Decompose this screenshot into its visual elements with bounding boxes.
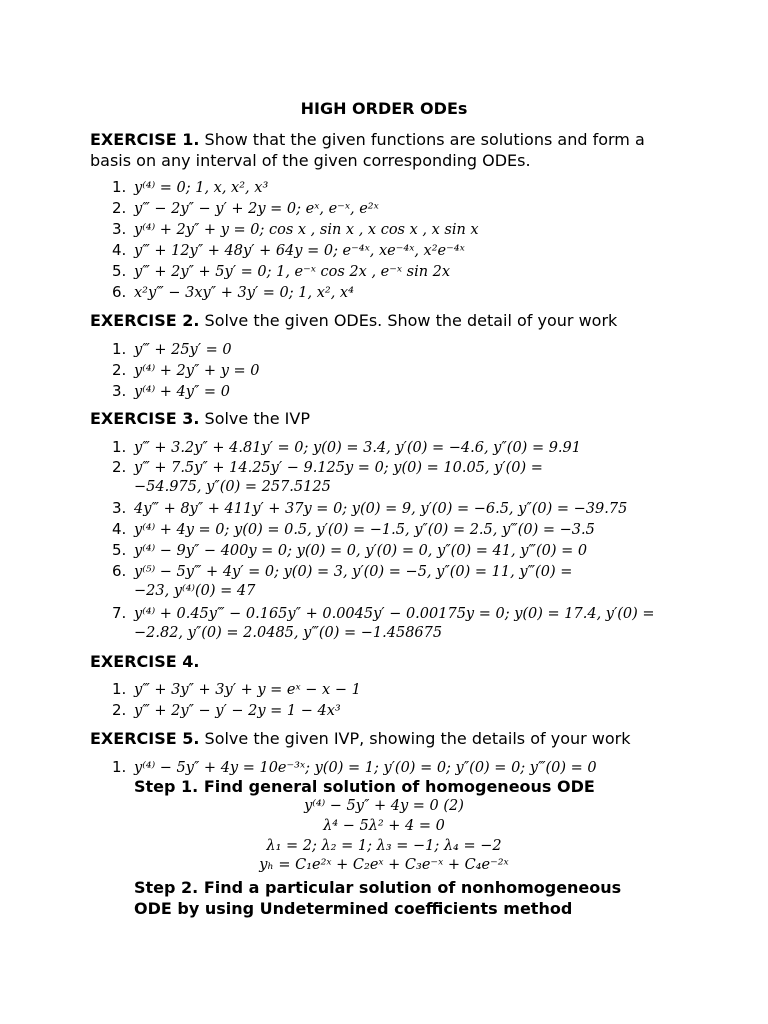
ex3-item-4: 4. y⁽⁴⁾ + 4y = 0; y(0) = 0.5, y′(0) = −1.5, y″(0) = 2.5, y‴(0) = −3.5 [112, 520, 595, 538]
ex4-item-1: 1. y‴ + 3y″ + 3y′ + y = eˣ − x − 1 [112, 680, 361, 698]
ex1-item-2: 2. y‴ − 2y″ − y′ + 2y = 0; eˣ, e⁻ˣ, e²ˣ [112, 199, 379, 217]
ex1-item-1-eq: y⁽⁴⁾ = 0; 1, x, x², x³ [134, 180, 269, 196]
characteristic-eq: λ⁴ − 5λ² + 4 = 0 [323, 818, 445, 834]
ex3-item-7-eq: y⁽⁴⁾ + 0.45y‴ − 0.165y″ + 0.0045y′ − 0.00175y = 0; y(0) = 17.4, y′(0) = [134, 606, 655, 622]
ex1-item-5: 5. y‴ + 2y″ + 5y′ = 0; 1, e⁻ˣ cos 2x , e⁻ˣ sin 2x [112, 262, 451, 280]
homogeneous-ode-eq: y⁽⁴⁾ − 5y″ + 4y = 0 (2) [304, 798, 464, 814]
ex3-item-7-continued: −2.82, y″(0) = 2.0485, y‴(0) = −1.458675 [134, 625, 443, 641]
ex1-item-4-eq: y‴ + 12y″ + 48y′ + 64y = 0; e⁻⁴ˣ, xe⁻⁴ˣ, x²e⁻⁴ˣ [134, 243, 465, 259]
ex2-item-1-eq: y‴ + 25y′ = 0 [134, 342, 232, 358]
ex2-item-2: 2. y⁽⁴⁾ + 2y″ + y = 0 [112, 361, 260, 379]
ex5-item-1-eq: y⁽⁴⁾ − 5y″ + 4y = 10e⁻³ˣ; y(0) = 1; y′(0) = 0; y″(0) = 0; y‴(0) = 0 [134, 760, 597, 776]
exercise-4-heading [90, 651, 680, 672]
ex2-item-1: 1. y‴ + 25y′ = 0 [112, 340, 232, 358]
roots-eq: λ₁ = 2; λ₂ = 1; λ₃ = −1; λ₄ = −2 [266, 838, 502, 854]
ex1-item-5-eq: y‴ + 2y″ + 5y′ = 0; 1, e⁻ˣ cos 2x , e⁻ˣ sin 2x [134, 264, 451, 280]
ex3-item-2: 2. y‴ + 7.5y″ + 14.25y′ − 9.125y = 0; y(0) = 10.05, y′(0) = [112, 458, 543, 476]
ex5-item-1: 1. y⁽⁴⁾ − 5y″ + 4y = 10e⁻³ˣ; y(0) = 1; y′(0) = 0; y″(0) = 0; y‴(0) = 0 [112, 758, 597, 776]
ex3-item-6-eq: y⁽⁵⁾ − 5y‴ + 4y′ = 0; y(0) = 3, y′(0) = −5, y″(0) = 11, y‴(0) = [134, 564, 573, 580]
ex1-item-3-eq: y⁽⁴⁾ + 2y″ + y = 0; cos x , sin x , x cos x , x sin x [134, 222, 479, 238]
step-1-heading: Step 1. Find general solution of homogeneous ODE [134, 777, 595, 796]
exercise-3-label: EXERCISE 3. [90, 409, 200, 428]
ex3-item-1-eq: y‴ + 3.2y″ + 4.81y′ = 0; y(0) = 3.4, y′(0) = −4.6, y″(0) = 9.91 [134, 440, 581, 456]
ex3-item-5: 5. y⁽⁴⁾ − 9y″ − 400y = 0; y(0) = 0, y′(0) = 0, y″(0) = 41, y‴(0) = 0 [112, 541, 588, 559]
ex4-item-2: 2. y‴ + 2y″ − y′ − 2y = 1 − 4x³ [112, 701, 341, 719]
ex3-item-4-eq: y⁽⁴⁾ + 4y = 0; y(0) = 0.5, y′(0) = −1.5, y″(0) = 2.5, y‴(0) = −3.5 [134, 522, 595, 538]
exercise-3-text: Solve the IVP [199, 409, 310, 428]
exercise-5-text: Solve the given IVP, showing the details of your work [199, 729, 631, 748]
ex4-item-1-eq: y‴ + 3y″ + 3y′ + y = eˣ − x − 1 [134, 682, 361, 698]
ex3-item-6: 6. y⁽⁵⁾ − 5y‴ + 4y′ = 0; y(0) = 3, y′(0) = −5, y″(0) = 11, y‴(0) = [112, 562, 573, 580]
ex2-item-3: 3. y⁽⁴⁾ + 4y″ = 0 [112, 382, 230, 400]
ex1-item-6: 6. x²y‴ − 3xy″ + 3y′ = 0; 1, x², x⁴ [112, 283, 354, 301]
page-title: HIGH ORDER ODEs [300, 99, 468, 118]
general-solution-eq: yₕ = C₁e²ˣ + C₂eˣ + C₃e⁻ˣ + C₄e⁻²ˣ [259, 857, 509, 873]
ex1-item-3: 3. y⁽⁴⁾ + 2y″ + y = 0; cos x , sin x , x cos x , x sin x [112, 220, 479, 238]
ex2-item-3-eq: y⁽⁴⁾ + 4y″ = 0 [134, 384, 230, 400]
exercise-2-label: EXERCISE 2. [90, 311, 200, 330]
exercise-5-label: EXERCISE 5. [90, 729, 200, 748]
ex3-item-5-eq: y⁽⁴⁾ − 9y″ − 400y = 0; y(0) = 0, y′(0) = 0, y″(0) = 41, y‴(0) = 0 [134, 543, 588, 559]
ex1-item-4: 4. y‴ + 12y″ + 48y′ + 64y = 0; e⁻⁴ˣ, xe⁻⁴ˣ, x²e⁻⁴ˣ [112, 241, 465, 259]
exercise-3-heading [90, 408, 680, 429]
exercise-1-text: Show that the given functions are solutions and form a basis on any interval of the given corresponding ODEs. [90, 130, 645, 170]
ex1-item-2-eq: y‴ − 2y″ − y′ + 2y = 0; eˣ, e⁻ˣ, e²ˣ [134, 201, 379, 217]
ex3-item-3: 3. 4y‴ + 8y″ + 411y′ + 37y = 0; y(0) = 9, y′(0) = −6.5, y″(0) = −39.75 [112, 499, 628, 517]
ex1-item-1: 1. y⁽⁴⁾ = 0; 1, x, x², x³ [112, 178, 269, 196]
ex3-item-1: 1. y‴ + 3.2y″ + 4.81y′ = 0; y(0) = 3.4, y′(0) = −4.6, y″(0) = 9.91 [112, 438, 581, 456]
ex3-item-2-eq: y‴ + 7.5y″ + 14.25y′ − 9.125y = 0; y(0) = 10.05, y′(0) = [134, 460, 543, 476]
exercise-2-text: Solve the given ODEs. Show the detail of your work [199, 311, 618, 330]
ex3-item-7: 7. y⁽⁴⁾ + 0.45y‴ − 0.165y″ + 0.0045y′ − 0.00175y = 0; y(0) = 17.4, y′(0) = [112, 604, 655, 622]
ex3-item-2-continued: −54.975, y″(0) = 257.5125 [134, 479, 331, 495]
exercise-1-label: EXERCISE 1. [90, 130, 200, 149]
ex3-item-3-eq: 4y‴ + 8y″ + 411y′ + 37y = 0; y(0) = 9, y′(0) = −6.5, y″(0) = −39.75 [134, 501, 628, 517]
exercise-5-heading [90, 728, 680, 749]
ex3-item-6-continued: −23, y⁽⁴⁾(0) = 47 [134, 583, 256, 599]
exercise-2-heading [90, 310, 680, 331]
exercise-1-heading [90, 129, 680, 171]
ex1-item-6-eq: x²y‴ − 3xy″ + 3y′ = 0; 1, x², x⁴ [134, 285, 354, 301]
exercise-4-label: EXERCISE 4. [90, 652, 200, 671]
step-2-heading: Step 2. Find a particular solution of nonhomogeneous ODE by using Undetermined coefficients method [134, 878, 622, 918]
ex2-item-2-eq: y⁽⁴⁾ + 2y″ + y = 0 [134, 363, 260, 379]
ex4-item-2-eq: y‴ + 2y″ − y′ − 2y = 1 − 4x³ [134, 703, 341, 719]
